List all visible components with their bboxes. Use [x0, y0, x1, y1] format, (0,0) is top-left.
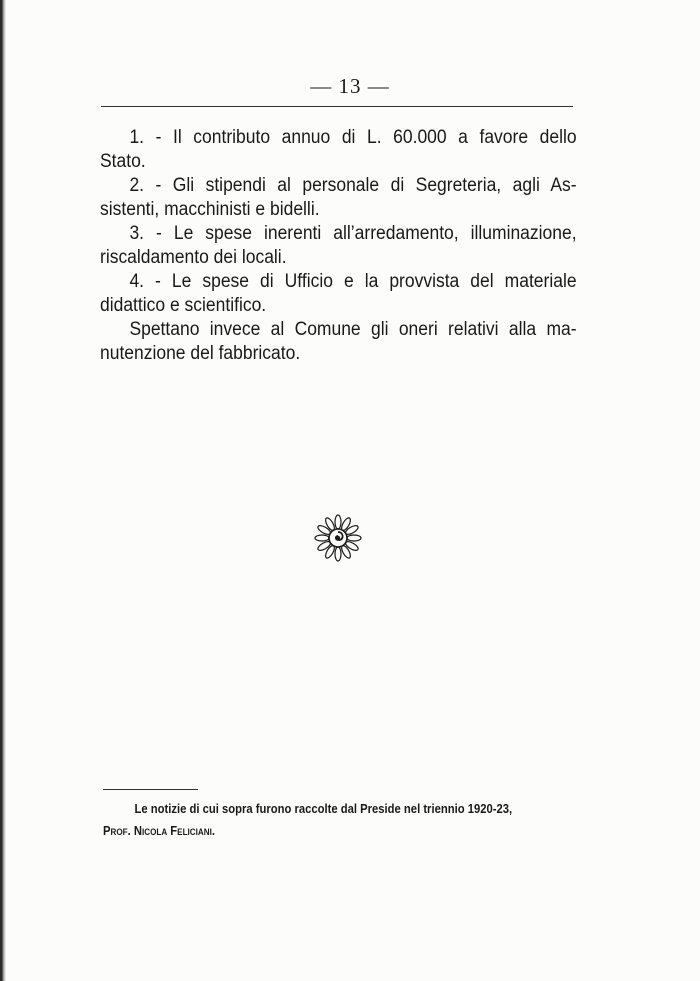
paragraph-line: riscaldamento dei locali. — [100, 247, 287, 268]
paragraph-item-4 — [100, 270, 577, 318]
binding-edge — [0, 0, 6, 981]
footnote — [103, 798, 580, 842]
paragraph-line: 1. - Il contributo annuo di L. 60.000 a favore dello — [129, 127, 577, 148]
paragraph-line: 3. - Le spese inerenti all’arredamento, illuminazione, — [129, 223, 577, 244]
page-number: — 13 — — [310, 74, 390, 98]
paragraph-line: didattico e scientifico. — [100, 295, 267, 316]
paragraph-item-3 — [100, 222, 577, 270]
header-rule — [101, 106, 573, 107]
paragraph-line: 4. - Le spese di Ufficio e la provvista del materiale — [129, 271, 577, 292]
paragraph-item-1 — [100, 126, 577, 174]
paragraph-line: Stato. — [100, 151, 146, 172]
footnote-signature: Prof. Nicola Feliciani. — [103, 824, 215, 838]
body-text — [100, 126, 577, 366]
paragraph-spettano — [100, 318, 577, 366]
footnote-rule — [103, 789, 198, 790]
floral-rosette-icon — [313, 513, 363, 563]
paragraph-item-2 — [100, 174, 577, 222]
paragraph-line: sistenti, macchinisti e bidelli. — [100, 199, 320, 220]
paragraph-line: 2. - Gli stipendi al personale di Segreteria, agli As- — [129, 175, 577, 196]
paragraph-line: Spettano invece al Comune gli oneri relativi alla ma- — [129, 319, 577, 340]
footnote-line: Le notizie di cui sopra furono raccolte dal Preside nel triennio 1920-23, — [134, 802, 513, 816]
paragraph-line: nutenzione del fabbricato. — [100, 343, 301, 364]
